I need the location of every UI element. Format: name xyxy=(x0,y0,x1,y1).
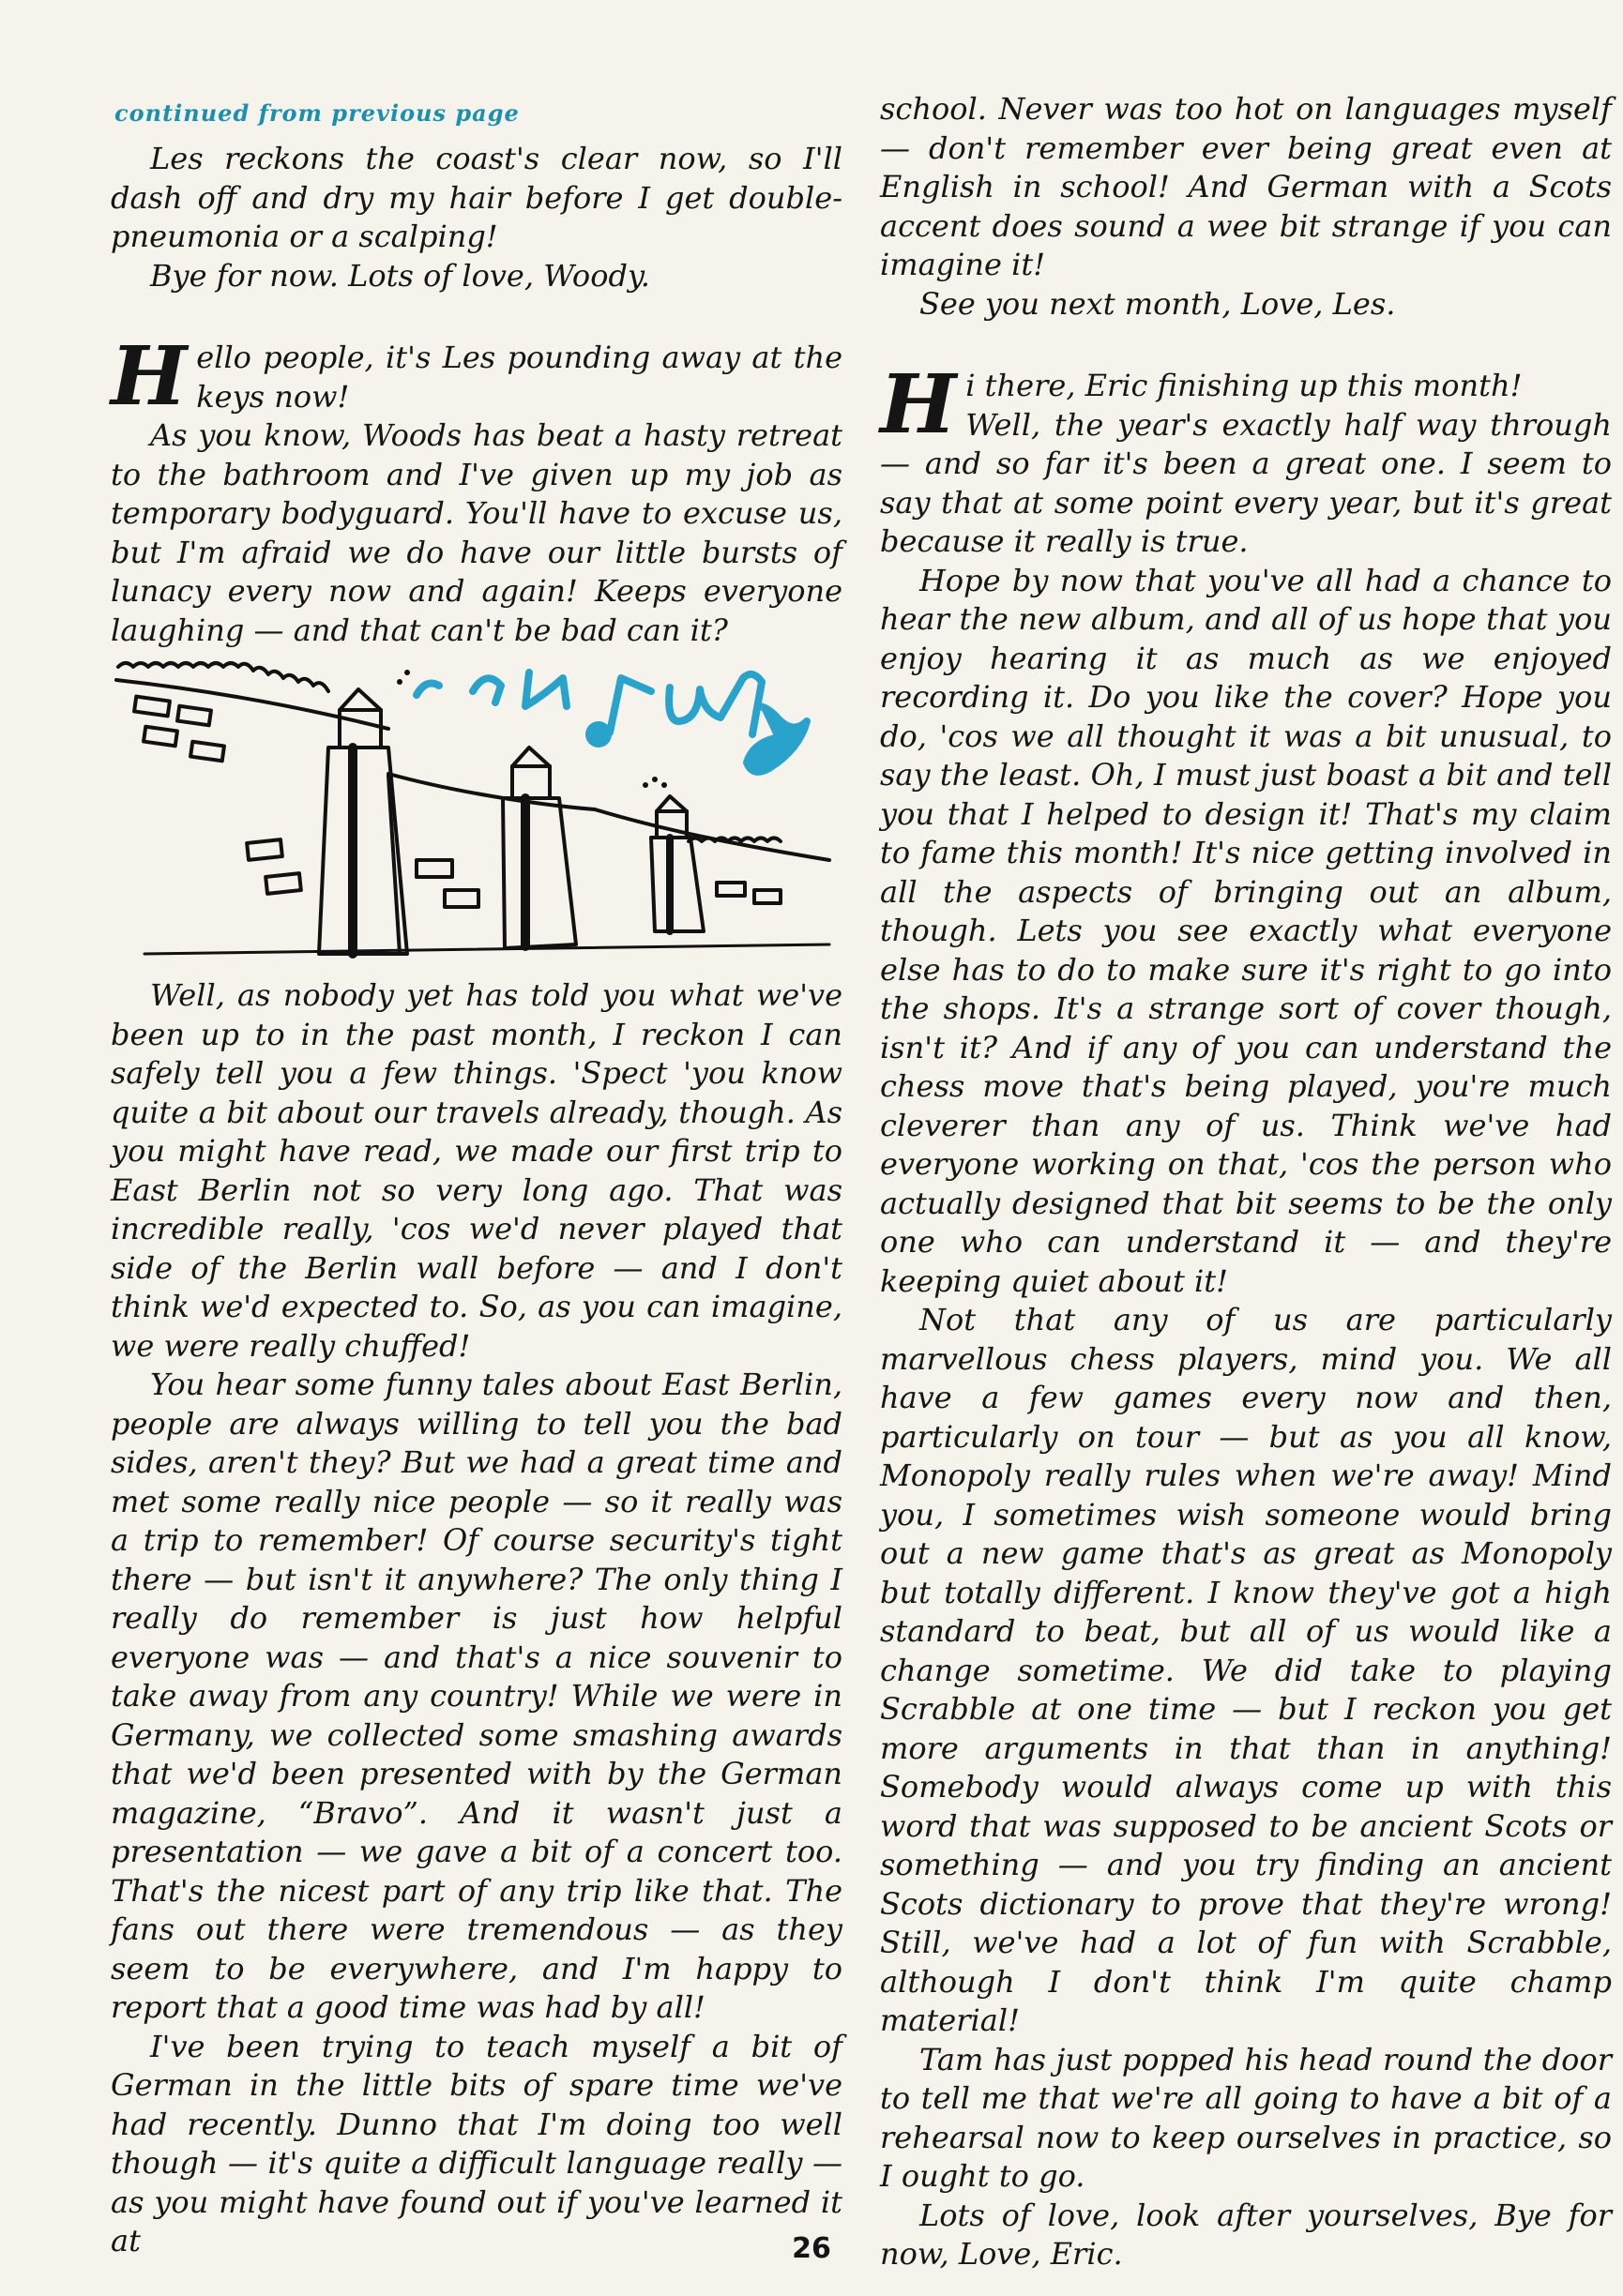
berlin-wall-illustration xyxy=(107,654,839,963)
eric-album-paragraph: Hope by now that you've all had a chance to hear the new album, and all of us hope that you enjoy hearing it as much as we enjoyed recording it. Do you like the cover? Hope you do, 'cos we all thought it was a bit unusual, to say the least. Oh, I must just boast a bit and tell you that I helped to design it! That's my claim to fame this month! It's nice getting involved in all the aspects of bringing out an album, though. Lets you see exactly what everyone else has to do to make sure it's right to go into the shops. It's a strange sort of cover though, isn't it? And if any of you can understand the chess move that's being played, you're much cleverer than any of us. Think we've had everyone working on that, 'cos the person who actually designed that bit seems to be the only one who can understand it — and they're keeping quiet about it! xyxy=(880,562,1612,1299)
page-number: 26 xyxy=(792,2232,831,2265)
continued-label: continued from previous page xyxy=(114,99,520,127)
les-berlin-paragraph: Well, as nobody yet has told you what we've been up to in the past month, I reckon I can safely tell you a few things. 'Spect 'you know quite a bit about our travels already, though. As you might have read, we made our first trip to East Berlin not so very long ago. That was incredible really, 'cos we'd never played that side of the Berlin wall before — and I don't think we'd expected to. So, as you can imagine, we were really chuffed! xyxy=(111,977,842,1364)
les-continued-paragraph: school. Never was too hot on languages myself — don't remember ever being great even at English in school! And German with a Scots accent does sound a wee bit strange if you can imagine it! xyxy=(880,91,1612,282)
eric-chess-paragraph: Not that any of us are particularly marvellous chess players, mind you. We all have a few games every now and then, particularly on tour — but as you all know, Monopoly really rules when we're away! Mind you, I sometimes wish someone would bring out a new game that's as great as Monopoly but totally different. I know they've got a high standard to beat, but all of us would like a change sometime. We did take to playing Scrabble at one time — but I reckon you get more arguments in that than in anything! Somebody would always come up with this word that was supposed to be ancient Scots or something — and you try finding an ancient Scots dictionary to prove that they're wrong! Still, we've had a lot of fun with Scrabble, although I don't think I'm quite champ material! xyxy=(880,1302,1612,2038)
eric-signoff: Lots of love, look after yourselves, Bye for now, Love, Eric. xyxy=(880,2197,1612,2272)
les-signoff: See you next month, Love, Les. xyxy=(919,285,1396,322)
right-column xyxy=(880,90,1612,2274)
left-column xyxy=(111,90,842,2261)
dropcap-letter: H xyxy=(111,329,188,424)
woody-signoff: Bye for now. Lots of love, Woody. xyxy=(150,257,650,294)
dropcap-letter: H xyxy=(880,357,957,452)
les-intro-first-line: ello people, it's Les pounding away at the keys now! xyxy=(196,340,842,415)
les-funny-tales-paragraph: You hear some funny tales about East Berlin, people are always willing to tell you the bad sides, aren't they? But we had a great time and met some really nice people — so it really was a trip to remember! Of course security's tight there — but isn't it anywhere? The only thing I really do remember is just how helpful everyone was — and that's a nice souvenir to take away from any country! While we were in Germany, we collected some smashing awards that we'd been presented with by the German magazine, “Bravo”. And it wasn't just a presentation — we gave a bit of a concert too. That's the nicest part of any trip like that. The fans out there were tremendous — as they seem to be everywhere, and I'm happy to report that a good time was had by all! xyxy=(111,1367,842,2025)
eric-rehearsal-paragraph: Tam has just popped his head round the door to tell me that we're all going to have a bit of a rehearsal now to keep ourselves in practice, so I ought to go. xyxy=(880,2041,1612,2194)
eric-intro-paragraph xyxy=(880,357,1612,562)
eric-intro-rest: Well, the year's exactly half way through — and so far it's been a great one. I seem to say that at some point every year, but it's great because it really is true. xyxy=(880,406,1612,559)
woody-paragraph: Les reckons the coast's clear now, so I'll dash off and dry my hair before I get double-pneumonia or a scalping! xyxy=(111,141,842,254)
les-german-paragraph: I've been trying to teach myself a bit of German in the little bits of spare time we've had recently. Dunno that I'm doing too well though — it's quite a difficult language really — as you might have found out if you've learned it at xyxy=(111,2028,842,2258)
les-intro-paragraph xyxy=(111,329,842,424)
les-paragraph: As you know, Woods has beat a hasty retreat to the bathroom and I've given up my job as temporary bodyguard. You'll have to excuse us, but I'm afraid we do have our little bursts of lunacy every now and again! Keeps everyone laughing — and that can't be bad can it? xyxy=(111,417,842,648)
eric-intro-first-line: i there, Eric finishing up this month! xyxy=(965,368,1523,403)
